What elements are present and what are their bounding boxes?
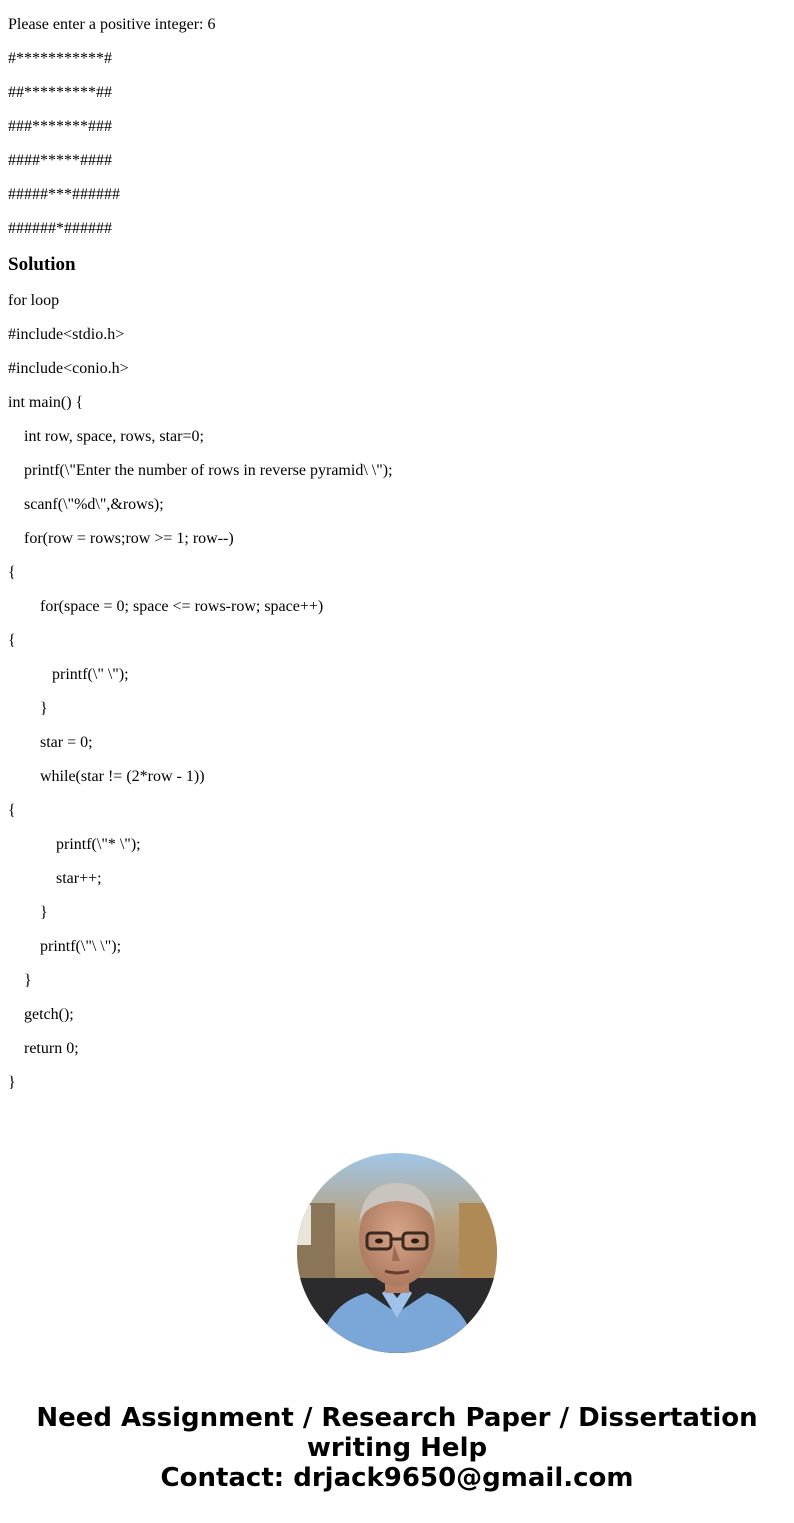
output-line: #***********# (8, 50, 112, 67)
code-line: for(space = 0; space <= rows-row; space++) (8, 598, 324, 615)
code-line: return 0; (8, 1040, 79, 1057)
code-line: printf(\" \"); (8, 666, 129, 683)
code-line: for loop (8, 292, 60, 309)
output-line: ####*****#### (8, 152, 112, 169)
code-line: } (8, 904, 48, 921)
code-line: scanf(\"%d\",&rows); (8, 496, 164, 513)
code-line: star = 0; (8, 734, 93, 751)
code-line: } (8, 700, 48, 717)
code-line: int row, space, rows, star=0; (8, 428, 204, 445)
output-line: #####***###### (8, 186, 120, 203)
code-line: getch(); (8, 1006, 74, 1023)
output-line: Please enter a positive integer: 6 (8, 16, 216, 33)
output-line: ###*******### (8, 118, 112, 135)
output-line: ######*###### (8, 220, 112, 237)
code-line: int main() { (8, 394, 84, 411)
code-line: star++; (8, 870, 102, 887)
output-line: ##*********## (8, 84, 112, 101)
footer-line-1: Need Assignment / Research Paper / Dissertation (36, 1403, 758, 1433)
code-line: printf(\"Enter the number of rows in reverse pyramid\ \"); (8, 462, 393, 479)
footer-line-2: writing Help (306, 1433, 488, 1463)
code-line: { (8, 632, 16, 649)
code-line: #include<conio.h> (8, 360, 129, 377)
code-line: for(row = rows;row >= 1; row--) (8, 530, 234, 547)
author-avatar (297, 1153, 497, 1353)
contact-banner (0, 1403, 794, 1493)
code-line: { (8, 802, 16, 819)
code-line: #include<stdio.h> (8, 326, 125, 343)
code-line: } (8, 972, 32, 989)
author-portrait-icon (297, 1153, 497, 1353)
footer-contact: Contact: drjack9650@gmail.com (160, 1463, 634, 1493)
code-line: { (8, 564, 16, 581)
code-line: printf(\"* \"); (8, 836, 141, 853)
document-body (8, 0, 788, 1108)
code-line: printf(\"\ \"); (8, 938, 122, 955)
solution-heading: Solution (8, 254, 76, 275)
code-line: while(star != (2*row - 1)) (8, 768, 205, 785)
code-line: } (8, 1074, 16, 1091)
